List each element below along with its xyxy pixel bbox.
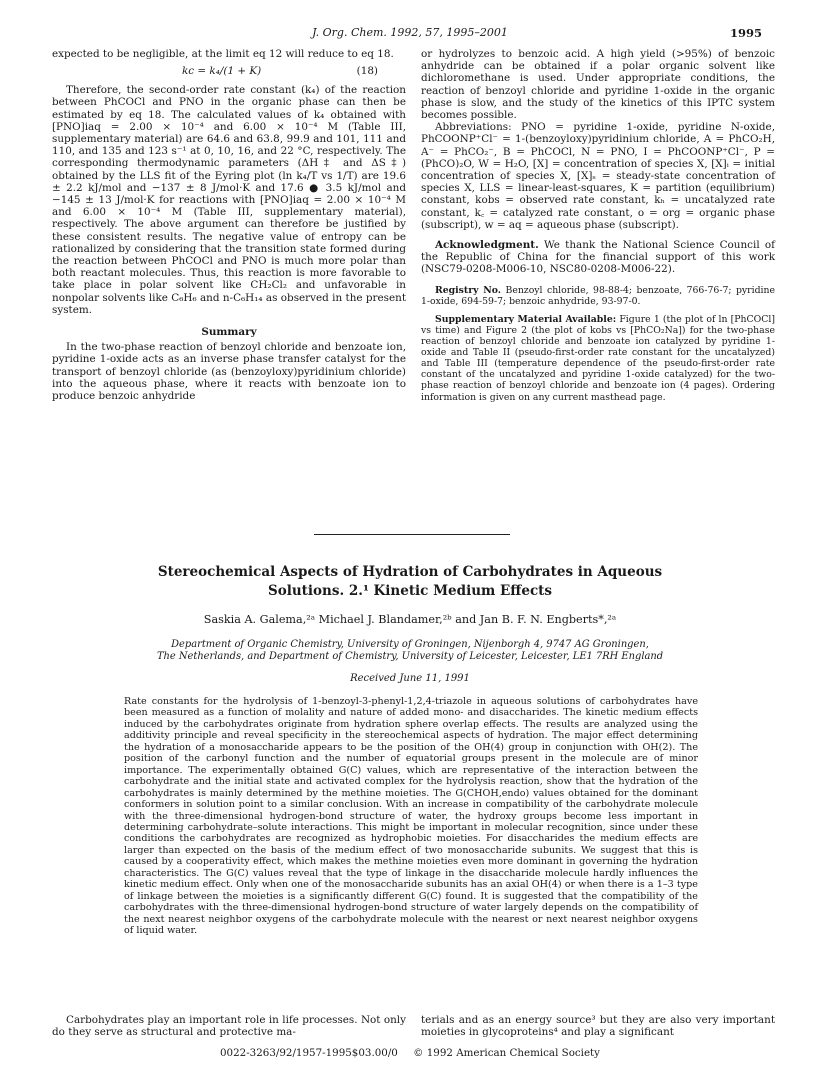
summary-heading: Summary [201,326,257,339]
affiliation-line-2: The Netherlands, and Department of Chemistry, University of Leicester, Leicester, LE1 7RH England [156,651,664,663]
article-abstract: Rate constants for the hydrolysis of 1-benzoyl-3-phenyl-1,2,4-triazole in aqueous solutions of carbohydrates have been measured as a function of molality and nature of added mono- and disaccharides. The kinetic medium effects induced by the carbohydrates originate from hydration sphere overlap effects. The results are analyzed using the additivity principle and reveal specificity in the stereochemical aspects of hydration. The major effect determining the hydration of a monosaccharide appears to be the position of the OH(4) group in conjunction with OH(2). The position of the carbonyl function and the number of equatorial groups present in the molecule are of minor importance. The experimentally obtained G(C) values, which are representative of the interaction between the carbohydrate and the initial state and activated complex for the hydrolysis reaction, show that the hydration of the carbohydrates is mainly determined by the methine moieties. The G(CHOH,endo) values obtained for the dominant conformers in solution point to a similar conclusion. With an increase in compatibility of the carbohydrate molecule with the three-dimensional hydrogen-bond structure of water, the hydroxy groups become less important in determining carbohydrate–solute interactions. This might be important in molecular recognition, since under these conditions the carbohydrates are recognized as hydrophobic moieties. For disaccharides the medium effects are larger than expected on the basis of the medium effect of two monosaccharide subunits. We suggest that this is caused by a cooperativity effect, which makes the methine moieties even more dominant in governing the hydration characteristics. The G(C) values reveal that the type of linkage in the disaccharide molecule hardly influences the kinetic medium effect. Only when one of the monosaccharide subunits has an axial OH(4) or when there is a 1–3 type of linkage between the moieties is a significantly different G(C) found. It is suggested that the compatibility of the carbohydrates with the three-dimensional hydrogen-bond structure of water largely depends on the compatibility of the next nearest neighbor oxygens of the carbohydrate molecule with the nearest or next nearest neighbor oxygens of liquid water. [124,696,698,937]
footer-code: 0022-3263/92/1957-1995$03.00/0 [219,1047,398,1059]
right-column [421,48,775,403]
received-date: Received June 11, 1991 [350,673,470,684]
supplementary-paragraph [421,314,775,403]
left-paragraph-1: expected to be negligible, at the limit eq 12 will reduce to eq 18. [52,48,394,60]
acknowledgment-paragraph [421,239,775,276]
footer-copyright: © 1992 American Chemical Society [413,1047,601,1059]
journal-citation: J. Org. Chem. 1992, 57, 1995–2001 [312,26,508,39]
left-paragraph-2: Therefore, the second-order rate constant (k₄) of the reaction between PhCOCl and PNO in the organic phase can then be estimated by eq 18. The calculated values of k₄ obtained with [PNO]iaq = 2.00 × 10⁻⁴ and 6.00 × 10⁻⁴ M (Table III, supplementary material) are 64.6 and 63.8, 99.9 and 101, 111 and 110, and 135 and 123 s⁻¹ at 0, 10, 16, and 22 °C, respectively. The corresponding thermodynamic parameters (ΔH‡ and ΔS‡) obtained by the LLS fit of the Eyring plot (ln k₄/T vs 1/T) are 19.6 ± 2.2 kJ/mol and −137 ± 8 J/mol·K and 17.6 ● 3.5 kJ/mol and −145 ± 13 J/mol·K for reactions with [PNO]iaq = 2.00 × 10⁻⁴ M and 6.00 × 10⁻⁴ M (Table III, supplementary material), respectively. The above argument can therefore be justified by these consistent results. The negative value of entropy can be rationalized by considering that the transition state formed during the reaction between PhCOCl and PNO is much more polar than both reactant molecules. Thus, this reaction is more favorable to take place in polar solvent like CH₂Cl₂ and unfavorable in nonpolar solvents like C₆H₆ and n-C₆H₁₄ as observed in the present system. [52,84,406,316]
running-header [0,26,820,40]
article-title-line-2: Solutions. 2.¹ Kinetic Medium Effects [267,583,553,599]
body-text-right [421,1014,775,1038]
article-affiliations [60,639,760,664]
page-number: 1995 [729,26,762,40]
supplementary-text: Figure 1 (the plot of ln [PhCOCl] vs time) and Figure 2 (the plot of kobs vs [PhCO₂Na]) for the two-phase reaction of benzoyl chloride and benzoate ion catalyzed by pyridine 1-oxide and Table II (pseudo-first-order rate constant for the uncatalyzed) and Table III (temperature dependence of the pseudo-first-order rate constant of the uncatalyzed and pyridine 1-oxide catalyzed) for the two-phase reaction of benzoyl chloride and benzoate ion (4 pages). Ordering information is given on any current masthead page. [421,313,775,403]
article-title-line-1: Stereochemical Aspects of Hydration of Carbohydrates in Aqueous [157,564,663,580]
right-paragraph-1: or hydrolyzes to benzoic acid. A high yield (>95%) of benzoic anhydride can be obtained if a polar organic solvent like dichloromethane is used. Under appropriate conditions, the reaction of benzoyl chloride and pyridine 1-oxide in the organic phase is slow, and the study of the kinetics of this IPTC system becomes possible. [421,48,775,122]
equation-18 [52,60,406,84]
left-column [52,48,406,402]
acknowledgment-heading: Acknowledgment. [435,239,539,252]
equation-number: (18) [356,65,378,78]
body-text-left [52,1014,406,1038]
registry-text: Benzoyl chloride, 98-88-4; benzoate, 766-76-7; pyridine 1-oxide, 694-59-7; benzoic anhydride, 93-97-0. [421,284,775,307]
article-title [60,563,760,601]
section-divider [314,534,510,535]
body-right-paragraph: terials and as an energy source³ but they are also very important moieties in glycoproteins⁴ and play a significant [421,1014,775,1039]
registry-heading: Registry No. [435,284,502,296]
acknowledgment-text: We thank the National Science Council of the Republic of China for the financial support of this work (NSC79-0208-M006-10, NSC80-0208-M006-22). [421,239,775,276]
summary-paragraph: In the two-phase reaction of benzoyl chloride and benzoate ion, pyridine 1-oxide acts as an inverse phase transfer catalyst for the transport of benzoyl chloride (as (benzoyloxy)pyridinium chloride) into the aqueous phase, where it reacts with benzoate ion to produce benzoic anhydride [52,341,406,403]
body-left-paragraph: Carbohydrates play an important role in life processes. Not only do they serve as structural and protective ma- [52,1014,406,1039]
abbreviations-paragraph: Abbreviations: PNO = pyridine 1-oxide, pyridine N-oxide, PhCOONP⁺Cl⁻ = 1-(benzoyloxy)pyridinium chloride, A = PhCO₂H, A⁻ = PhCO₂⁻, B = PhCOCl, N = PNO, I = PhCOONP⁺Cl⁻, P = (PhCO)₂O, W = H₂O, [X] = concentration of species X, [X]ᵢ = initial concentration of species X, [X]ₛ = steady-state concentration of species X, LLS = linear-least-squares, K = partition (equilibrium) constant, kobs = observed rate constant, kₕ = uncatalyzed rate constant, k꜀ = catalyzed rate constant, o = org = organic phase (subscript), w = aq = aqueous phase (subscript). [421,121,775,231]
registry-paragraph [421,285,775,307]
article-authors: Saskia A. Galema,²ᵃ Michael J. Blandamer,²ᵇ and Jan B. F. N. Engberts*,²ᵃ [203,613,617,626]
supplementary-heading: Supplementary Material Available: [435,313,617,325]
affiliation-line-1: Department of Organic Chemistry, University of Groningen, Nijenborgh 4, 9747 AG Groningen, [171,639,649,650]
page-footer [0,1047,820,1059]
equation-expression: k​c = k₄/(1 + K) [182,65,262,78]
